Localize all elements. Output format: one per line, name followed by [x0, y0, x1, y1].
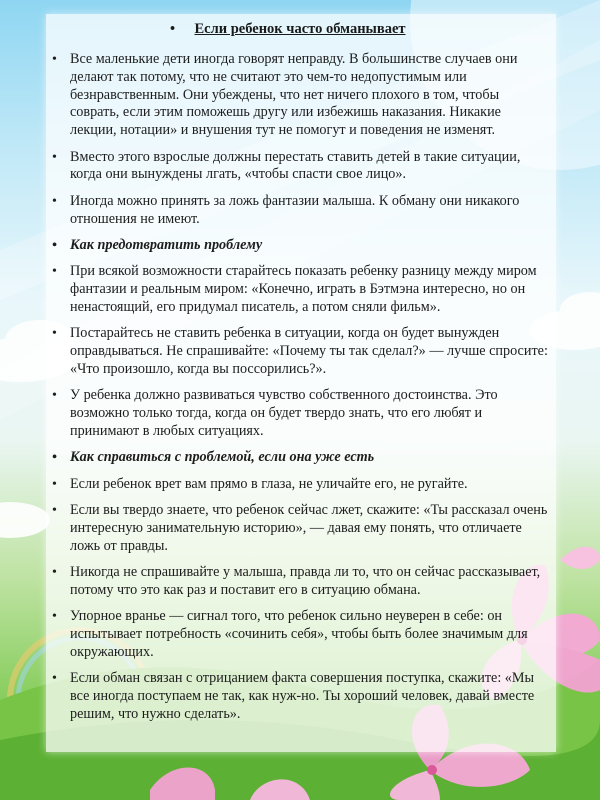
list-item: [52, 387, 548, 440]
list-item-text: Если обман связан с отрицанием факта совершения поступка, скажите: «Мы все иногда поступаем не так, как нуж-но. Ты хороший человек, давай вместе решим, что нужно сделать».: [70, 670, 535, 722]
list-item-text: Все маленькие дети иногда говорят неправду. В большинстве случаев они делают так потому, что не считают это чем-то недопустимым или безнравственным. Они убеждены, что нет ничего плохого в том, чтобы соврать, если этим поможешь другу или избежишь наказания. Никакие лекции, нотации» и внушения тут не помогут и поведения не изменят.: [70, 51, 518, 139]
list-item: [52, 325, 548, 378]
list-item-text: У ребенка должно развиваться чувство собственного достоинства. Это возможно только тогда, когда он будет твердо знать, что его любят и принимают в любых ситуациях.: [70, 387, 498, 439]
list-item-text: Вместо этого взрослые должны перестать ставить детей в такие ситуации, когда они вынуждены лгать, «чтобы спасти свое лицо».: [70, 148, 521, 183]
title-text: Если ребенок часто обманывает: [194, 21, 406, 37]
bullet-marker: •: [52, 149, 57, 165]
bullet-marker: •: [52, 476, 57, 492]
bullet-marker: •: [52, 450, 57, 466]
bullet-marker: •: [52, 52, 57, 67]
bullet-marker: •: [52, 388, 57, 404]
bullet-marker: •: [52, 326, 57, 342]
section-heading-text: Как предотвратить проблему: [70, 236, 263, 253]
list-item: [52, 608, 548, 661]
advice-list: [52, 51, 548, 724]
list-item-text: Упорное вранье — сигнал того, что ребенок сильно неуверен в себе: он испытывает потребность «сочинить себя», чтобы быть более значимым для окружающих.: [70, 608, 528, 660]
list-item-text: При всякой возможности старайтесь показать ребенку разницу между миром фантазии и реальным миром: «Конечно, играть в Бэтмэна интересно, но он ненастоящий, его придумал писатель, а потом сняли фильм».: [70, 263, 537, 315]
list-item: [52, 149, 548, 185]
list-item-text: Никогда не спрашивайте у малыша, правда ли то, что он сейчас рассказывает, потому что это как раз и поставит его в ситуацию обмана.: [70, 564, 541, 598]
bullet-marker: •: [52, 503, 57, 519]
article-content: [52, 20, 548, 732]
section-heading: [52, 237, 548, 255]
bullet-marker: •: [52, 565, 57, 581]
bullet-marker: •: [52, 609, 57, 625]
bullet-marker: •: [52, 193, 57, 209]
bullet-marker: •: [52, 264, 57, 280]
list-item-text: Иногда можно принять за ложь фантазии малыша. К обману они никакого отношения не имеют.: [70, 192, 520, 227]
title-bullet: •: [170, 21, 176, 37]
list-item-text: Постарайтесь не ставить ребенка в ситуации, когда он будет вынужден оправдываться. Не спрашивайте: «Почему ты так сделал?» — лучше спросите: «Что произошло, когда вы поссорились?».: [70, 325, 548, 377]
bullet-marker: •: [52, 671, 57, 687]
list-item: [52, 263, 548, 316]
list-item: [52, 670, 548, 723]
section-heading: [52, 449, 548, 467]
list-item-text: Если ребенок врет вам прямо в глаза, не уличайте его, не ругайте.: [70, 475, 468, 492]
list-item: [52, 502, 548, 555]
list-item: [52, 193, 548, 229]
section-heading-text: Как справиться с проблемой, если она уже есть: [70, 449, 375, 466]
bullet-marker: •: [52, 237, 57, 253]
page-title: [52, 20, 548, 38]
list-item: [52, 51, 548, 140]
list-item: [52, 564, 548, 600]
list-item-text: Если вы твердо знаете, что ребенок сейчас лжет, скажите: «Ты рассказал очень интересную занимательную историю», — давая ему понять, что отличаете ложь от правды.: [70, 502, 548, 554]
list-item: [52, 476, 548, 494]
